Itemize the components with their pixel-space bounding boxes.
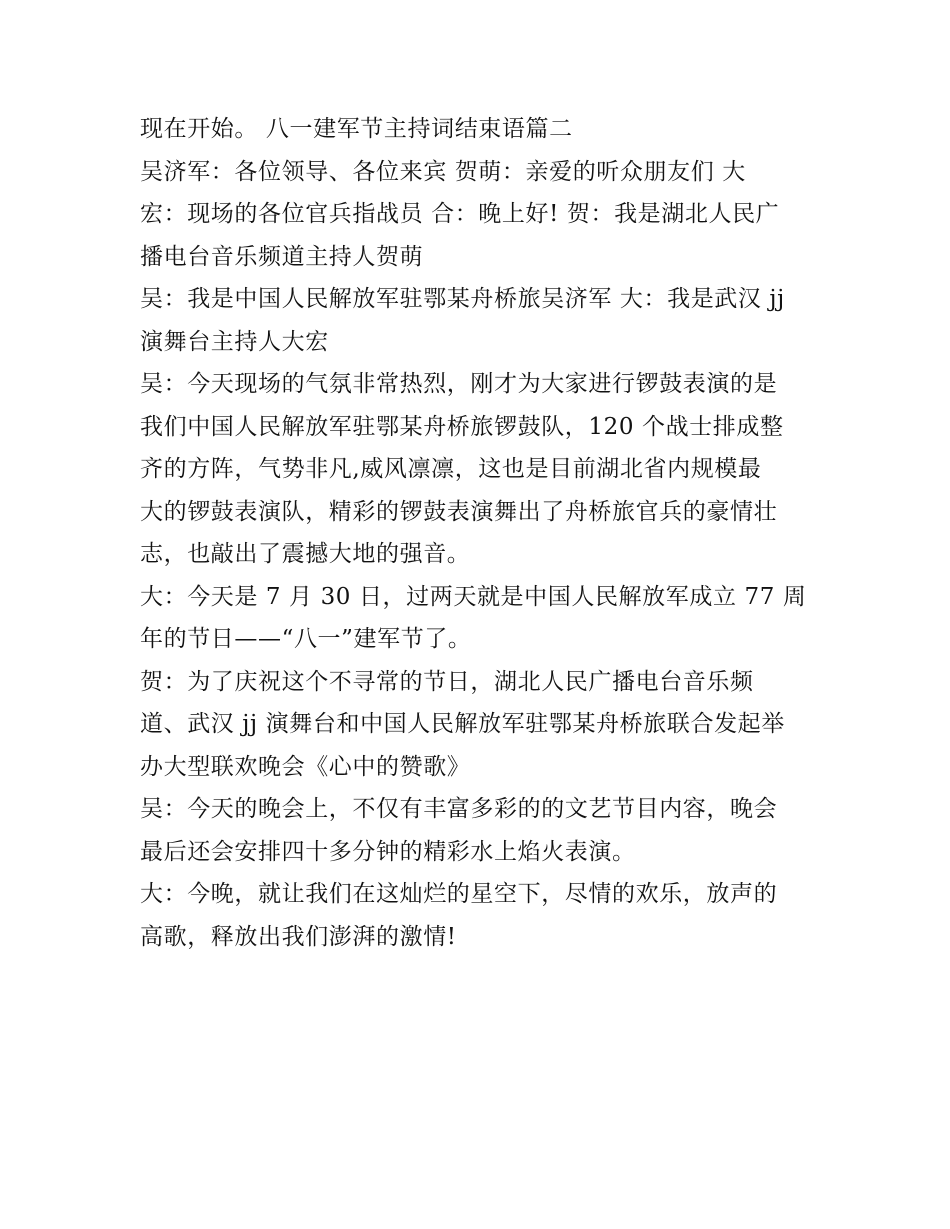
text-line: 大：今天是 7 月 30 日，过两天就是中国人民解放军成立 77 周 <box>140 583 807 610</box>
text-line: 齐的方阵，气势非凡,威风凛凛，这也是目前湖北省内规模最 <box>140 456 762 482</box>
text-line: 办大型联欢晚会《心中的赞歌》 <box>140 753 471 780</box>
text-line: 大的锣鼓表演队，精彩的锣鼓表演舞出了舟桥旅官兵的豪情壮 <box>140 498 778 525</box>
text-line: 吴：今天的晚会上，不仅有丰富多彩的的文艺节目内容，晚会 <box>140 796 778 822</box>
text-line: 大：今晚，就让我们在这灿烂的星空下，尽情的欢乐，放声的 <box>140 881 778 907</box>
text-line: 贺：为了庆祝这个不寻常的节日，湖北人民广播电台音乐频 <box>140 668 754 695</box>
text-line: 播电台音乐频道主持人贺萌 <box>140 243 424 270</box>
text-line: 宏：现场的各位官兵指战员 合：晚上好! 贺：我是湖北人民广 <box>140 201 780 227</box>
text-line: 吴济军：各位领导、各位来宾 贺萌：亲爱的听众朋友们 大 <box>140 158 746 185</box>
text-line: 志，也敲出了震撼大地的强音。 <box>140 541 471 567</box>
text-line: 吴：我是中国人民解放军驻鄂某舟桥旅吴济军 大：我是武汉 jj <box>140 286 785 312</box>
text-line: 最后还会安排四十多分钟的精彩水上焰火表演。 <box>140 838 636 865</box>
text-line: 年的节日——“八一”建军节了。 <box>140 626 472 652</box>
text-line: 道、武汉 jj 演舞台和中国人民解放军驻鄂某舟桥旅联合发起举 <box>140 711 785 737</box>
text-line: 现在开始。 八一建军节主持词结束语篇二 <box>140 116 573 142</box>
text-line: 吴：今天现场的气氛非常热烈，刚才为大家进行锣鼓表演的是 <box>140 371 778 397</box>
text-line: 我们中国人民解放军驻鄂某舟桥旅锣鼓队，120 个战士排成整 <box>140 413 784 440</box>
text-line: 高歌，释放出我们澎湃的激情! <box>140 923 457 950</box>
document-body <box>140 108 820 958</box>
text-line: 演舞台主持人大宏 <box>140 328 329 355</box>
